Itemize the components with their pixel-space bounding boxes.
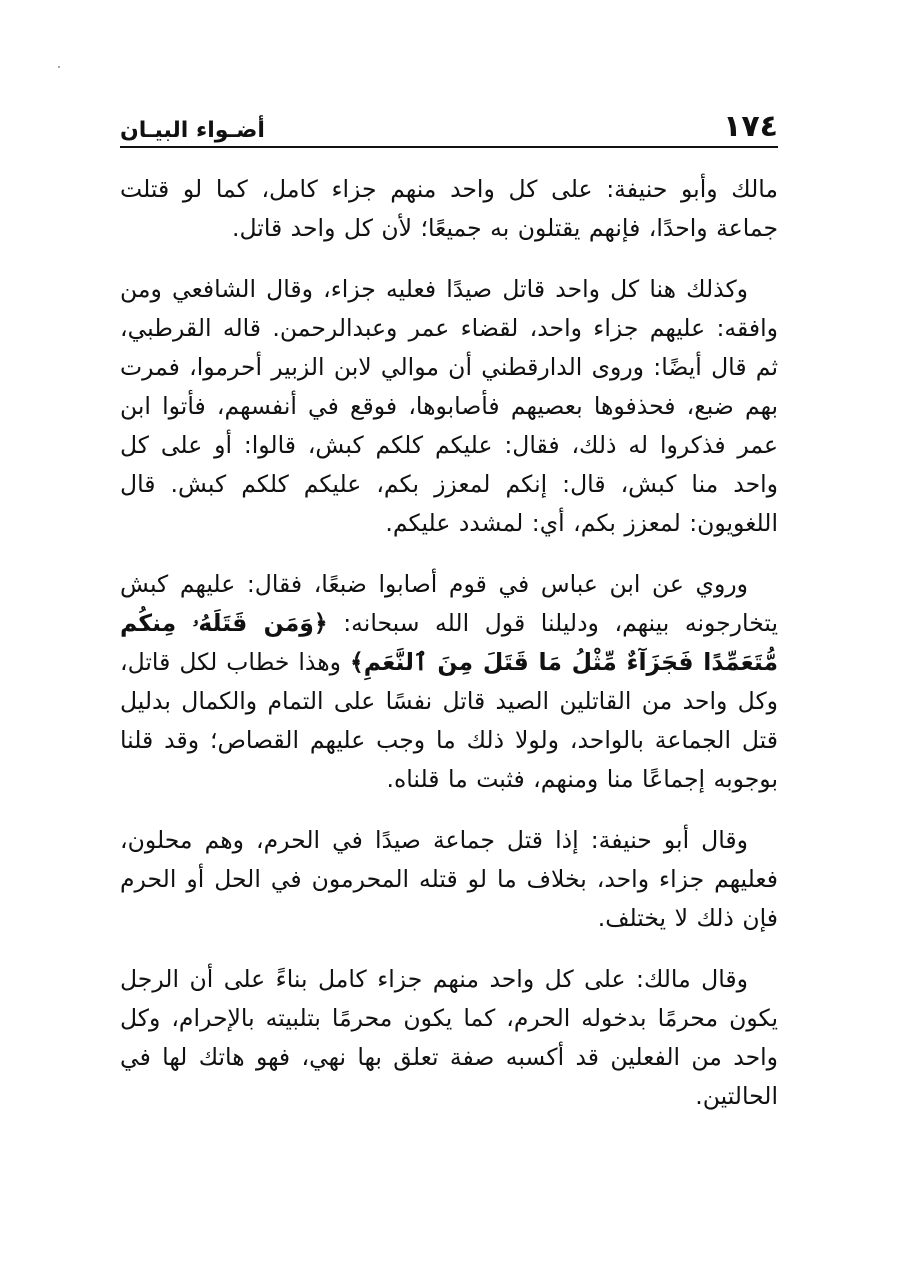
paragraph-3 (120, 565, 778, 799)
paragraph-2: وكذلك هنا كل واحد قاتل صيدًا فعليه جزاء، وقال الشافعي ومن وافقه: عليهم جزاء واحد، لقضاء عمر وعبدالرحمن. قاله القرطبي، ثم قال أيضًا: وروى الدارقطني أن موالي لابن الزبير أحرموا، فمرت بهم ضبع، فحذفوها بعصيهم فأصابوها، فوقع في أنفسهم، فأتوا ابن عمر فذكروا له ذلك، فقال: عليكم كلكم كبش، قالوا: أو على كل واحد منا كبش، قال: إنكم لمعزز بكم، عليكم كلكم كبش. قال اللغويون: لمعزز بكم، أي: لمشدد عليكم. (120, 275, 778, 537)
paragraph-3-before: وروي عن ابن عباس في قوم أصابوا ضبعًا، فقال: عليهم كبش يتخارجونه بينهم، ودليلنا قول الله سبحانه: (120, 570, 778, 637)
running-title: أضـواء البيـان (120, 118, 265, 143)
quran-verse: ﴿وَمَن قَتَلَهُۥ مِنكُم مُّتَعَمِّدًا فَجَزَآءٌ مِّثْلُ مَا قَتَلَ مِنَ ٱلنَّعَمِ﴾ (120, 609, 779, 676)
page-number: ١٧٤ (723, 109, 778, 144)
body-text (120, 170, 778, 1138)
paragraph-3-after: وهذا خطاب لكل قاتل، وكل واحد من القاتلين الصيد قاتل نفسًا على التمام والكمال بدليل قتل الجماعة بالواحد، ولولا ذلك ما وجب عليهم القصاص؛ وقد قلنا بوجوبه إجماعًا منا ومنهم، فثبت ما قلناه. (120, 648, 778, 793)
scan-speck (58, 66, 60, 68)
paragraph-4: وقال أبو حنيفة: إذا قتل جماعة صيدًا في الحرم، وهم محلون، فعليهم جزاء واحد، بخلاف ما لو قتله المحرمون في الحل أو الحرم فإن ذلك لا يختلف. (120, 826, 778, 932)
page-header (120, 104, 778, 148)
paragraph-1: مالك وأبو حنيفة: على كل واحد منهم جزاء كامل، كما لو قتلت جماعة واحدًا، فإنهم يقتلون به جميعًا؛ لأن كل واحد قاتل. (120, 175, 778, 242)
paragraph-5: وقال مالك: على كل واحد منهم جزاء كامل بناءً على أن الرجل يكون محرمًا بدخوله الحرم، كما يكون محرمًا بتلبيته بالإحرام، وكل واحد من الفعلين قد أكسبه صفة تعلق بها نهي، فهو هاتك لها في الحالتين. (120, 965, 778, 1110)
